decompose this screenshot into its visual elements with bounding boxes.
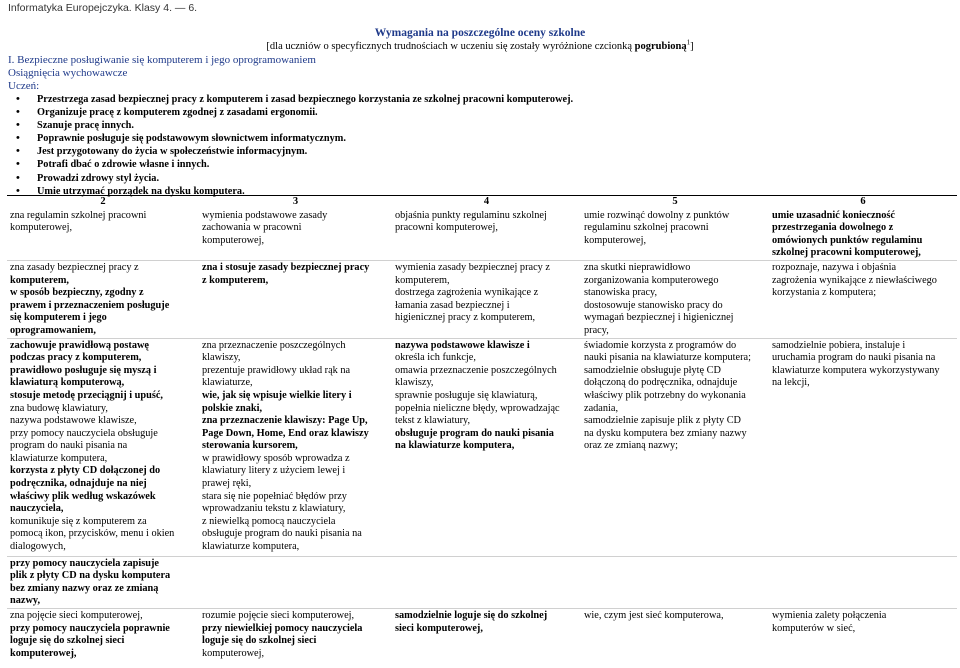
table-row bbox=[7, 209, 957, 261]
cell-line: komputerowej, bbox=[584, 234, 647, 246]
cell-line: właściwy plik według wskazówek bbox=[10, 490, 156, 502]
cell-line: obsługuje program do nauki pisania bbox=[395, 427, 554, 439]
grade-cell bbox=[581, 608, 769, 668]
table-row bbox=[7, 260, 957, 338]
goals-list bbox=[37, 93, 573, 198]
cell-line: klawiszy, bbox=[202, 352, 241, 364]
cell-line: w sposób bezpieczny, zgodny z bbox=[10, 287, 144, 299]
cell-line: loguje się do szkolnej sieci bbox=[10, 635, 125, 647]
cell-line: zna pojęcie sieci komputerowej, bbox=[10, 609, 143, 621]
cell-line: dostosowuje stanowisko pracy do bbox=[584, 299, 723, 311]
cell-line: z niewielką pomocą nauczyciela bbox=[202, 515, 336, 527]
grade-cell bbox=[392, 209, 581, 261]
grade-cell bbox=[769, 608, 957, 668]
document-header: Informatyka Europejczyka. Klasy 4. — 6. bbox=[8, 2, 198, 14]
cell-line: zna przeznaczenie poszczególnych bbox=[202, 339, 346, 351]
cell-line: komputerem, bbox=[395, 274, 450, 286]
cell-line: na klawiaturze komputera, bbox=[395, 440, 515, 452]
cell-line: umie uzasadnić konieczność bbox=[772, 209, 895, 221]
cell-line: wie, jak się wpisuje wielkie litery i bbox=[202, 389, 352, 401]
grade-cell bbox=[199, 209, 392, 261]
cell-line: stara się nie popełniać błędów przy bbox=[202, 490, 347, 502]
cell-line: przy niewielkiej pomocy nauczyciela bbox=[202, 622, 363, 634]
cell-line: klawiaturze komputera, bbox=[202, 541, 300, 553]
cell-line: samodzielnie pobiera, instaluje i bbox=[772, 339, 906, 351]
cell-line: się komputerem i jego bbox=[10, 312, 107, 324]
cell-line: pracowni komputerowej, bbox=[395, 222, 498, 234]
cell-line: klawiaturą komputerową, bbox=[10, 377, 125, 389]
cell-line: obsługuje program do nauki pisania na bbox=[202, 528, 362, 540]
cell-line: zagrożenia wynikające z niewłaściwego bbox=[772, 274, 937, 286]
page-title: Wymagania na poszczególne oceny szkolne bbox=[374, 27, 586, 39]
cell-line: wymienia zalety połączenia bbox=[772, 609, 887, 621]
cell-line: regulaminu szkolnej pracowni bbox=[584, 222, 709, 234]
cell-line: rozumie pojęcie sieci komputerowej, bbox=[202, 609, 355, 621]
cell-line: zorganizowania komputerowego bbox=[584, 274, 719, 286]
cell-line: zna budowę klawiatury, bbox=[10, 402, 108, 414]
cell-line: klawiatury litery z użyciem lewej i bbox=[202, 465, 346, 477]
cell-line: Page Down, Home, End oraz klawiszy bbox=[202, 427, 369, 439]
cell-line: samodzielnie zapisuje plik z płyty CD bbox=[584, 415, 741, 427]
grade-cell bbox=[199, 338, 392, 556]
cell-line: przy pomocy nauczyciela poprawnie bbox=[10, 622, 170, 634]
cell-line: samodzielnie loguje się do szkolnej bbox=[395, 609, 548, 621]
grade-cell bbox=[7, 338, 199, 556]
grade-cell bbox=[581, 209, 769, 261]
cell-line: zachowuje prawidłową postawę bbox=[10, 339, 150, 351]
cell-line: komunikuje się z komputerem za bbox=[10, 515, 147, 527]
cell-line: wymienia zasady bezpiecznej pracy z bbox=[395, 261, 550, 273]
cell-line: sterowania kursorem, bbox=[202, 440, 298, 452]
goal-item: • Jest przygotowany do życia w społeczeństwie informacyjnym. bbox=[37, 145, 573, 158]
cell-line: uruchamia program do nauki pisania na bbox=[772, 352, 936, 364]
grade-cell bbox=[7, 608, 199, 668]
cell-line: omówionych punktów regulaminu bbox=[772, 234, 923, 246]
cell-line: prawem i przeznaczeniem posługuje bbox=[10, 299, 170, 311]
cell-line: na dysku komputera bez zmiany nazwy bbox=[584, 427, 747, 439]
cell-line: loguje się do szkolnej sieci bbox=[202, 635, 317, 647]
grade-header: 2 bbox=[7, 196, 199, 209]
grade-cell bbox=[769, 260, 957, 338]
cell-line: komputerowej, bbox=[202, 647, 265, 659]
cell-line: świadomie korzysta z programów do bbox=[584, 339, 737, 351]
grades-body bbox=[7, 209, 957, 668]
grade-cell bbox=[7, 556, 199, 608]
goal-item: • Prowadzi zdrowy styl życia. bbox=[37, 172, 573, 185]
cell-line: komputerem, bbox=[10, 274, 70, 286]
grade-cell bbox=[199, 608, 392, 668]
cell-line: bez zmiany nazwy oraz ze zmianą bbox=[10, 582, 159, 594]
cell-line: nazywa podstawowe klawisze, bbox=[10, 415, 137, 427]
cell-line: zadania, bbox=[584, 402, 619, 414]
cell-line: wie, czym jest sieć komputerowa, bbox=[584, 609, 724, 621]
cell-line: samodzielnie obsługuje płytę CD bbox=[584, 364, 721, 376]
cell-line: klawiaturze komputera, bbox=[10, 452, 108, 464]
subtitle-post: ] bbox=[690, 41, 694, 52]
cell-line: pracy, bbox=[584, 324, 609, 336]
goal-item: • Organizuje pracę z komputerem zgodnej z zasadami ergonomii. bbox=[37, 106, 573, 119]
grades-header-row bbox=[7, 196, 957, 209]
grade-cell bbox=[392, 608, 581, 668]
cell-line: program do nauki pisania na bbox=[10, 440, 128, 452]
section-title: I. Bezpieczne posługiwanie się komputerem i jego oprogramowaniem bbox=[8, 54, 316, 66]
cell-line: zna przeznaczenie klawiszy: Page Up, bbox=[202, 415, 368, 427]
grade-cell bbox=[392, 260, 581, 338]
subtitle-bold: pogrubioną bbox=[634, 41, 687, 52]
cell-line: dostrzega zagrożenia wynikające z bbox=[395, 287, 539, 299]
cell-line: prezentuje prawidłowy układ rąk na bbox=[202, 364, 351, 376]
cell-line: komputerowej, bbox=[202, 234, 265, 246]
cell-line: plik z płyty CD na dysku komputera bbox=[10, 570, 171, 582]
cell-line: tekst z klawiatury, bbox=[395, 415, 471, 427]
cell-line: podręcznika, odnajduje na niej bbox=[10, 478, 147, 490]
cell-line: oraz ze zmianą nazwy; bbox=[584, 440, 679, 452]
grade-cell bbox=[581, 338, 769, 556]
goal-item: • Przestrzega zasad bezpiecznej pracy z komputerem i zasad bezpiecznego korzystania ze szkolnej pracowni komputerowej. bbox=[37, 93, 573, 106]
page-subtitle bbox=[0, 40, 960, 53]
cell-line: właściwy plik potrzebny do wykonania bbox=[584, 389, 746, 401]
grade-cell bbox=[392, 556, 581, 608]
cell-line: sieci komputerowej, bbox=[395, 622, 483, 634]
grades-table bbox=[7, 195, 957, 668]
cell-line: nauki pisania na klawiaturze komputera; bbox=[584, 352, 751, 364]
cell-line: w prawidłowy sposób wprowadza z bbox=[202, 452, 350, 464]
cell-line: szkolnej pracowni komputerowej, bbox=[772, 247, 921, 259]
cell-line: umie rozwinąć dowolny z punktów bbox=[584, 209, 730, 221]
cell-line: klawiszy, bbox=[395, 377, 434, 389]
cell-line: nauczyciela, bbox=[10, 503, 64, 515]
cell-line: omawia przeznaczenie poszczególnych bbox=[395, 364, 557, 376]
cell-line: wymienia podstawowe zasady bbox=[202, 209, 328, 221]
cell-line: polskie znaki, bbox=[202, 402, 263, 414]
table-row bbox=[7, 608, 957, 668]
cell-line: łamania zasad bezpiecznej i bbox=[395, 299, 510, 311]
goal-item: • Potrafi dbać o zdrowie własne i innych. bbox=[37, 158, 573, 171]
grade-header: 3 bbox=[199, 196, 392, 209]
cell-line: przestrzegania dowolnego z bbox=[772, 222, 894, 234]
achievements-label: Osiągnięcia wychowawcze bbox=[8, 67, 128, 79]
cell-line: przy pomocy nauczyciela zapisuje bbox=[10, 557, 159, 569]
grade-header: 4 bbox=[392, 196, 581, 209]
subtitle-pre: [dla uczniów o specyficznych trudnościach w uczeniu się zostały wyróżnione czcionką bbox=[266, 41, 635, 52]
grade-cell bbox=[769, 338, 957, 556]
table-row bbox=[7, 556, 957, 608]
cell-line: nazwy, bbox=[10, 595, 41, 607]
goal-item: • Szanuje pracę innych. bbox=[37, 119, 573, 132]
grade-cell bbox=[581, 556, 769, 608]
grade-cell bbox=[581, 260, 769, 338]
cell-line: dołączoną do podręcznika, odnajduje bbox=[584, 377, 738, 389]
cell-line: sprawnie posługuje się klawiaturą, bbox=[395, 389, 538, 401]
grade-cell bbox=[199, 260, 392, 338]
cell-line: pomocą ikon, przycisków, menu i okien bbox=[10, 528, 175, 540]
goal-item: • Poprawnie posługuje się podstawowym słownictwem informatycznym. bbox=[37, 132, 573, 145]
cell-line: zna zasady bezpiecznej pracy z bbox=[10, 261, 139, 273]
cell-line: klawiaturze komputera wykorzystywany bbox=[772, 364, 940, 376]
cell-line: zna regulamin szkolnej pracowni bbox=[10, 209, 147, 221]
cell-line: korzysta z płyty CD dołączonej do bbox=[10, 465, 161, 477]
cell-line: popełnia nieliczne błędy, wprowadzając bbox=[395, 402, 560, 414]
cell-line: dialogowych, bbox=[10, 541, 66, 553]
cell-line: prawidłowo posługuje się myszą i bbox=[10, 364, 157, 376]
goal-item: • Umie utrzymać porządek na dysku komputera. bbox=[37, 185, 573, 198]
grade-cell bbox=[769, 556, 957, 608]
cell-line: oprogramowaniem, bbox=[10, 324, 96, 336]
grade-header: 6 bbox=[769, 196, 957, 209]
cell-line: na lekcji, bbox=[772, 377, 810, 389]
pupil-label: Uczeń: bbox=[8, 80, 40, 92]
cell-line: nazywa podstawowe klawisze i bbox=[395, 339, 530, 351]
cell-line: wymagań bezpiecznej i higienicznej bbox=[584, 312, 734, 324]
grade-cell bbox=[769, 209, 957, 261]
cell-line: podczas pracy z komputerem, bbox=[10, 352, 142, 364]
grade-cell bbox=[7, 209, 199, 261]
cell-line: określa ich funkcje, bbox=[395, 352, 476, 364]
cell-line: klawiaturze, bbox=[202, 377, 253, 389]
cell-line: wprowadzaniu tekstu z klawiatury, bbox=[202, 503, 346, 515]
cell-line: prawej ręki, bbox=[202, 478, 252, 490]
cell-line: z komputerem, bbox=[202, 274, 269, 286]
cell-line: stanowiska pracy, bbox=[584, 287, 658, 299]
cell-line: stosuje metodę przeciągnij i upuść, bbox=[10, 389, 164, 401]
cell-line: higienicznej pracy z komputerem, bbox=[395, 312, 536, 324]
grade-cell bbox=[392, 338, 581, 556]
cell-line: zna skutki nieprawidłowo bbox=[584, 261, 691, 273]
grade-cell bbox=[7, 260, 199, 338]
cell-line: rozpoznaje, nazywa i objaśnia bbox=[772, 261, 897, 273]
table-row bbox=[7, 338, 957, 556]
cell-line: przy pomocy nauczyciela obsługuje bbox=[10, 427, 158, 439]
cell-line: komputerowej, bbox=[10, 222, 73, 234]
grade-header: 5 bbox=[581, 196, 769, 209]
cell-line: korzystania z komputera; bbox=[772, 287, 877, 299]
footnote-mark[interactable]: 1 bbox=[686, 38, 691, 47]
cell-line: komputerów w sieć, bbox=[772, 622, 856, 634]
cell-line: komputerowej, bbox=[10, 647, 77, 659]
cell-line: objaśnia punkty regulaminu szkolnej bbox=[395, 209, 547, 221]
cell-line: zachowania w pracowni bbox=[202, 222, 302, 234]
grade-cell bbox=[199, 556, 392, 608]
cell-line: zna i stosuje zasady bezpiecznej pracy bbox=[202, 261, 370, 273]
